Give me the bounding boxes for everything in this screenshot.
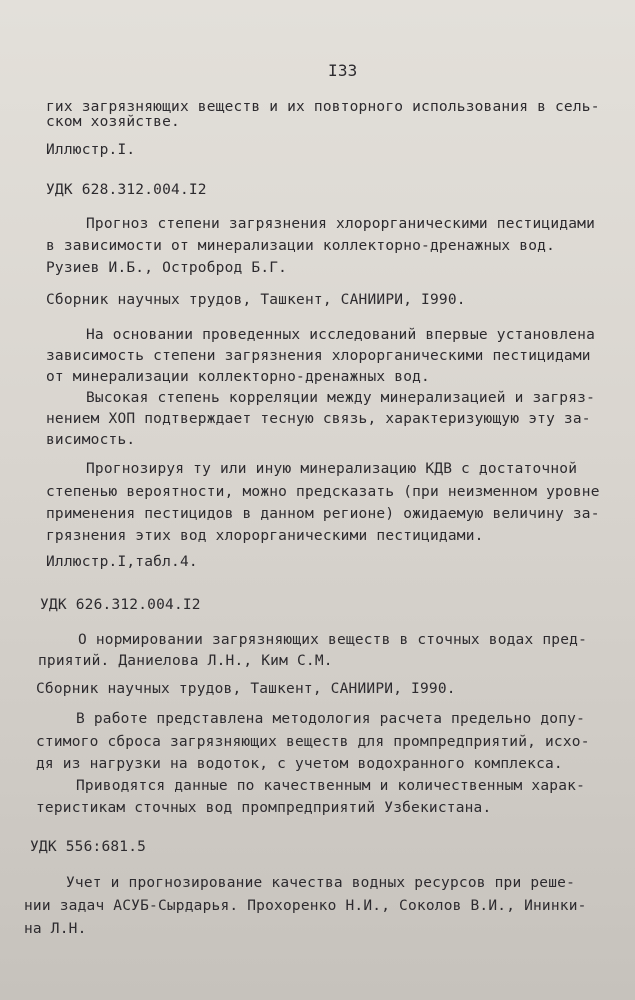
intro-line: гих загрязняющих веществ и их повторного использования в сель- [46,99,600,115]
entry1-abstract-line: На основании проведенных исследований впервые установлена [86,327,595,343]
entry2-abstract-line: дя из нагрузки на водоток, с учетом водохранного комплекса. [36,756,563,772]
entry3-title-line: на Л.Н. [24,921,87,937]
entry1-abstract-line: Высокая степень корреляции между минерализацией и загряз- [86,390,595,406]
entry2-abstract-line: В работе представлена методология расчета предельно допу- [76,711,585,727]
entry2-title-line: приятий. Даниелова Л.Н., Ким С.М. [38,653,333,669]
entry1-source: Сборник научных трудов, Ташкент, САНИИРИ, I990. [46,292,466,308]
entry2-abstract-line: теристикам сточных вод промпредприятий Узбекистана. [36,800,492,816]
entry1-abstract-line: грязнения этих вод хлорорганическими пестицидами. [46,528,484,544]
entry3-title-line: нии задач АСУБ-Сырдарья. Прохоренко Н.И., Соколов В.И., Ининки- [24,898,587,914]
entry1-abstract-line: висимость. [46,432,136,448]
entry2-abstract-line: стимого сброса загрязняющих веществ для промпредприятий, исхо- [36,734,590,750]
entry1-abstract-line: зависимость степени загрязнения хлорорганическими пестицидами [46,348,591,364]
entry1-abstract-line: Прогнозируя ту или иную минерализацию КДВ с достаточной [86,461,578,477]
entry3-udk: УДК 556:681.5 [30,839,147,855]
entry1-udk: УДК 628.312.004.I2 [46,182,207,198]
entry1-title-line: Прогноз степени загрязнения хлорорганическими пестицидами [86,216,595,232]
entry2-udk: УДК 626.312.004.I2 [40,597,201,613]
entry1-illustration-note: Иллюстр.I,табл.4. [46,554,198,570]
entry2-abstract-line: Приводятся данные по качественным и количественным харак- [76,778,585,794]
entry1-title-line: в зависимости от минерализации коллекторно-дренажных вод. [46,238,555,254]
entry1-abstract-line: применения пестицидов в данном регионе) ожидаемую величину за- [46,506,600,522]
entry1-authors: Рузиев И.Б., Остроброд Б.Г. [46,260,288,276]
entry1-abstract-line: степенью вероятности, можно предсказать (при неизменном уровне [46,484,600,500]
entry2-source: Сборник научных трудов, Ташкент, САНИИРИ, I990. [36,681,456,697]
page-number: I33 [328,61,358,80]
intro-line: ском хозяйстве. [46,114,180,130]
entry1-abstract-line: от минерализации коллекторно-дренажных вод. [46,369,430,385]
entry1-abstract-line: нением ХОП подтверждает тесную связь, характеризующую эту за- [46,411,591,427]
entry3-title-line: Учет и прогнозирование качества водных ресурсов при реше- [66,875,575,891]
entry2-title-line: О нормировании загрязняющих веществ в сточных водах пред- [78,632,587,648]
intro-illustration-note: Иллюстр.I. [46,142,136,158]
